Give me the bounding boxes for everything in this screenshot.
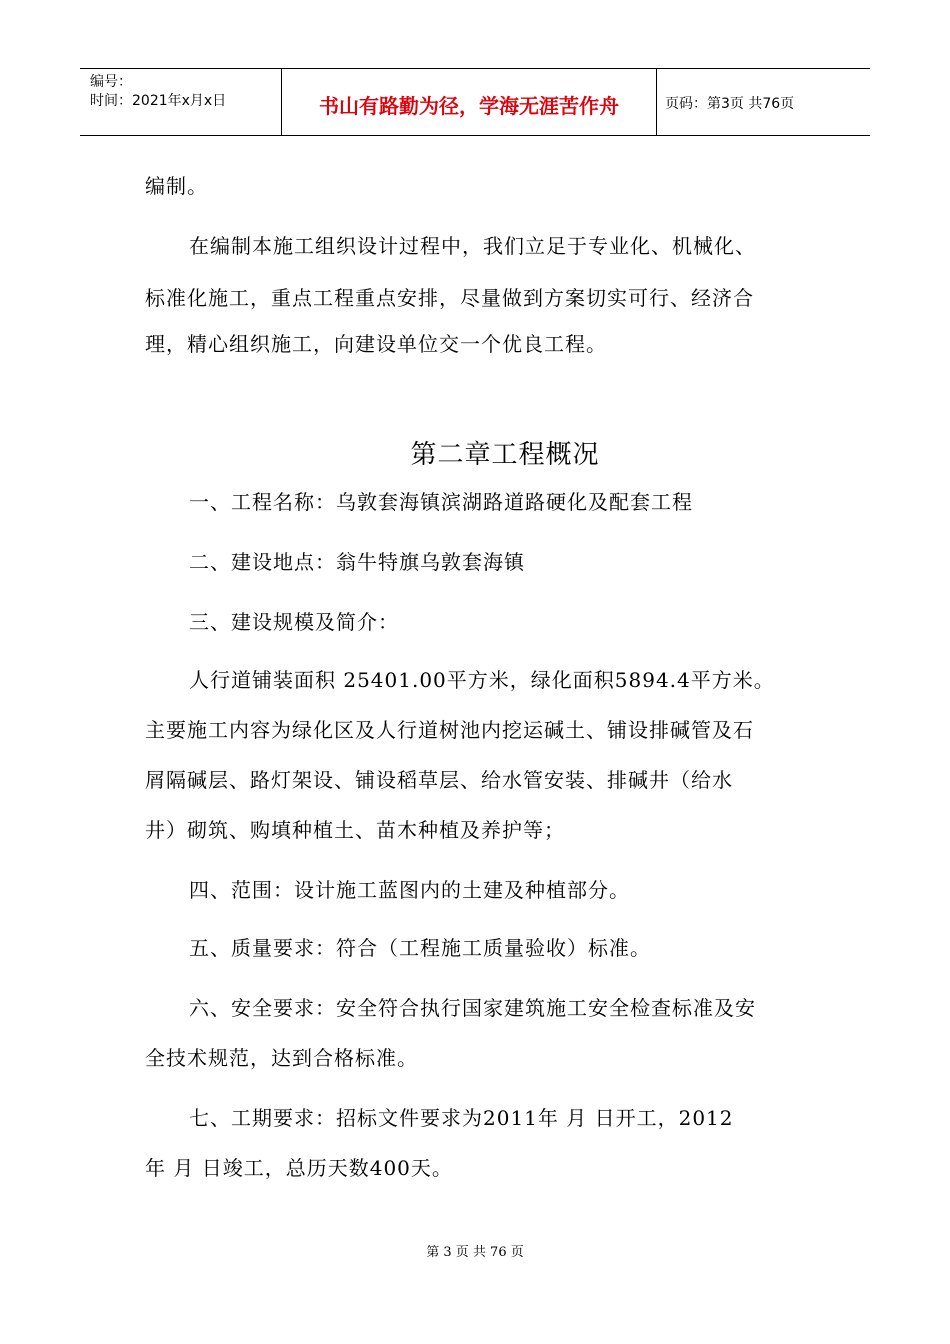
paragraph-line: 在编制本施工组织设计过程中，我们立足于专业化、机械化、 — [189, 234, 756, 258]
list-item: 井）砌筑、购填种植土、苗木种植及养护等； — [145, 818, 565, 842]
list-item: 一、工程名称：乌敦套海镇滨湖路道路硬化及配套工程 — [189, 490, 693, 514]
list-item: 四、范围：设计施工蓝图内的土建及种植部分。 — [189, 878, 630, 902]
document-time-label: 时间：2021年x月x日 — [90, 93, 227, 109]
list-item: 全技术规范，达到合格标准。 — [145, 1046, 418, 1070]
list-item: 三、建设规模及简介： — [189, 610, 399, 634]
page-header — [80, 68, 870, 136]
paragraph-line: 理，精心组织施工，向建设单位交一个优良工程。 — [145, 332, 607, 356]
header-meta — [80, 69, 282, 135]
list-item: 人行道铺装面积 25401.00平方米，绿化面积5894.4平方米。 — [189, 668, 775, 692]
header-motto: 书山有路勤为径，学海无涯苦作舟 — [282, 69, 657, 135]
list-item: 五、质量要求：符合（工程施工质量验收）标准。 — [189, 936, 651, 960]
chapter-title: 第二章工程概况 — [410, 440, 600, 470]
list-item: 七、工期要求：招标文件要求为2011年 月 日开工，2012 — [189, 1106, 734, 1130]
list-item: 主要施工内容为绿化区及人行道树池内挖运碱土、铺设排碱管及石 — [145, 718, 754, 742]
document-number-label: 编号： — [90, 74, 132, 90]
paragraph-line: 标准化施工，重点工程重点安排，尽量做到方案切实可行、经济合 — [145, 286, 754, 310]
list-item: 年 月 日竣工，总历天数400天。 — [145, 1156, 453, 1180]
paragraph-line: 编制。 — [145, 174, 208, 198]
list-item: 二、建设地点：翁牛特旗乌敦套海镇 — [189, 550, 525, 574]
list-item: 屑隔碱层、路灯架设、铺设稻草层、给水管安装、排碱井（给水 — [145, 768, 733, 792]
page-footer: 第 3 页 共 76 页 — [426, 1245, 524, 1260]
header-page-info: 页码：第3页 共76页 — [665, 96, 795, 112]
list-item: 六、安全要求：安全符合执行国家建筑施工安全检查标准及安 — [189, 996, 756, 1020]
